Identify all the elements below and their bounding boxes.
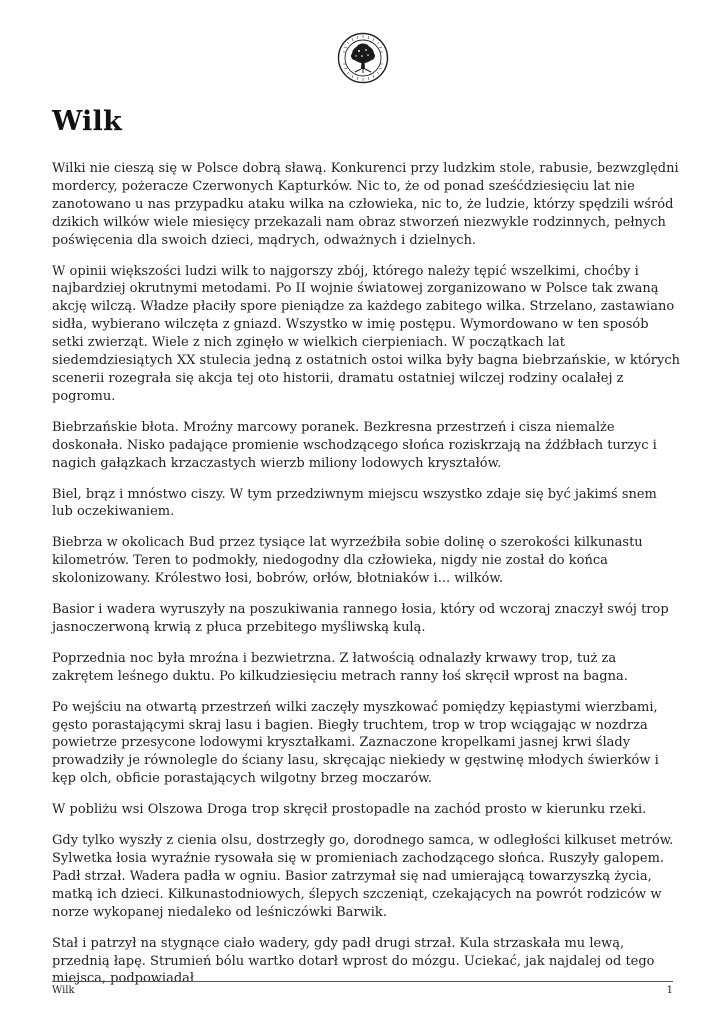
paragraph: Po wejściu na otwartą przestrzeń wilki zaczęły myszkować pomiędzy kępiastymi wierzbami, gęsto porastającymi skraj lasu i bagien. Biegły truchtem, trop w trop wciągając w nozdrza powietrze przesycone lodowymi kryształkami. Zaznaczone kropelkami jasnej krwi ślady prowadziły je równolegle do ściany lasu, skręcając niekiedy w gęstwinę młodych świerków i kęp olch, obficie porastających wilgotny brzeg moczarów. [52, 699, 659, 787]
paragraph: Basior i wadera wyruszyły na poszukiwania rannego łosia, który od wczoraj znaczył swój trop jasnoczerwoną krwią z płuca przebitego myśliwską kulą. [52, 602, 669, 635]
paragraph: Stał i patrzył na stygnące ciało wadery, gdy padł drugi strzał. Kula strzaskała mu lewą, przednią łapę. Strumień bólu wartko dotarł wprost do mózgu. Uciekać, jak najdalej od tego miejsca, podpowiadał [52, 935, 655, 987]
footer-title: Wilk [52, 985, 75, 996]
paragraph: Biebrzańskie błota. Mroźny marcowy poranek. Bezkresna przestrzeń i cisza niemalże doskonała. Nisko padające promienie wschodzącego słońca roziskrzają na źdźbłach turzyc i nagich gałązkach krzaczastych wierzb miliony lodowych kryształów. [52, 419, 657, 471]
page-title: Wilk [52, 106, 122, 137]
article-body [52, 160, 680, 1001]
page-number: 1 [666, 985, 673, 996]
paragraph: W pobliżu wsi Olszowa Droga trop skręcił prostopadle na zachód prosto w kierunku rzeki. [52, 802, 647, 818]
paragraph: Biel, brąz i mnóstwo ciszy. W tym przedziwnym miejscu wszystko zdaje się być jakimś snem lub oczekiwaniem. [52, 486, 657, 520]
paragraph: Poprzednia noc była mroźna i bezwietrzna. Z łatwością odnalazły krwawy trop, tuż za zakrętem leśnego duktu. Po kilkudziesięciu metrach ranny łoś skręcił wprost na bagna. [52, 650, 628, 684]
paragraph: W opinii większości ludzi wilk to najgorszy zbój, którego należy tępić wszelkimi, choćby i najbardziej okrutnymi metodami. Po II wojnie światowej zorganizowano w Polsce tak zwaną akcję wilczą. Władze płaciły spore pieniądze za każdego zabitego wilka. Strzelano, zastawiano sidła, wybierano wilczęta z gniazd. Wszystko w imię postępu. Wymordowano w ten sposób setki zwierząt. Wiele z nich zginęło w wielkich cierpieniach. W początkach lat siedemdziesiątych XX stulecia jedną z ostatnich ostoi wilka były bagna biebrzańskie, w których scenerii rozegrała się akcja tej oto historii, dramatu ostatniej wilczej rodziny ocalałej z pogromu. [52, 263, 680, 404]
tree-seal-icon [337, 32, 389, 84]
paragraph: Biebrza w okolicach Bud przez tysiące lat wyrzeźbiła sobie dolinę o szerokości kilkunastu kilometrów. Teren to podmokły, niedogodny dla człowieka, nigdy nie został do końca skolonizowany. Królestwo łosi, bobrów, orłów, błotniaków i... wilków. [52, 535, 643, 587]
footer-divider [52, 981, 673, 982]
paragraph: Wilki nie cieszą się w Polsce dobrą sławą. Konkurenci przy ludzkim stole, rabusie, bezwzględni mordercy, pożeracze Czerwonych Kapturków. Nic to, że od ponad sześćdziesięciu lat nie zanotowano u nas przypadku ataku wilka na człowieka, nic to, że ludzie, którzy spędzili wśród dzikich wilków wiele miesięcy przekazali nam obraz stworzeń niezwykle rodzinnych, pełnych poświęcenia dla swoich dzieci, mądrych, odważnych i dzielnych. [52, 161, 679, 248]
paragraph: Gdy tylko wyszły z cienia olsu, dostrzegły go, dorodnego samca, w odległości kilkuset metrów. Sylwetka łosia wyraźnie rysowała się w promieniach zachodzącego słońca. Ruszyły galopem. Padł strzał. Wadera padła w ogniu. Basior zatrzymał się nad umierającą towarzyszką życia, matką ich dzieci. Kilkunastodniowych, ślepych szczeniąt, czekających na powrót rodziców w norze wykopanej niedaleko od leśniczówki Barwik. [52, 833, 674, 920]
